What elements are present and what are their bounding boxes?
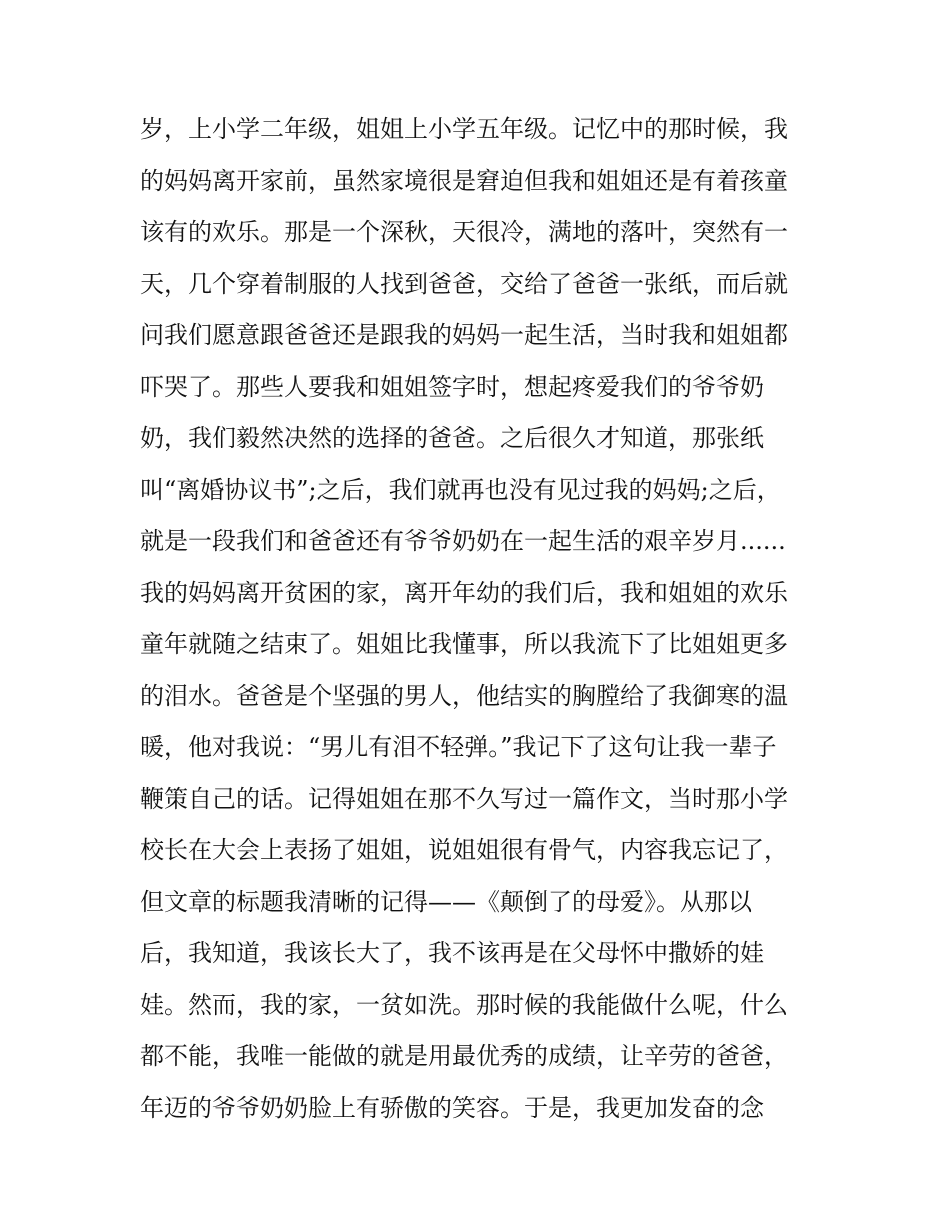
text-line: 岁，上小学二年级，姐姐上小学五年级。记忆中的那时候，我 [140, 115, 788, 143]
text-line: 年迈的爷爷奶奶脸上有骄傲的笑容。于是，我更加发奋的念 [140, 1093, 764, 1122]
body-text [140, 104, 820, 1134]
text-line: 校长在大会上表扬了姐姐，说姐姐很有骨气，内容我忘记了， [140, 836, 788, 864]
text-line: 但文章的标题我清晰的记得——《颠倒了的母爱》。从那以 [140, 887, 752, 916]
text-line: 童年就随之结束了。姐姐比我懂事，所以我流下了比姐姐更多 [140, 630, 788, 658]
text-line: 天，几个穿着制服的人找到爸爸，交给了爸爸一张纸，而后就 [140, 269, 788, 298]
text-line: 吓哭了。那些人要我和姐姐签字时，想起疼爱我们的爷爷奶 [140, 372, 764, 401]
text-line: 问我们愿意跟爸爸还是跟我的妈妈一起生活，当时我和姐姐都 [140, 321, 788, 349]
text-line: 娃。然而，我的家，一贫如洗。那时候的我能做什么呢，什么 [140, 990, 788, 1019]
text-line: 的泪水。爸爸是个坚强的男人，他结实的胸膛给了我御寒的温 [140, 681, 788, 710]
text-line: 我的妈妈离开贫困的家，离开年幼的我们后，我和姐姐的欢乐 [140, 578, 788, 607]
text-line: 该有的欢乐。那是一个深秋，天很冷，满地的落叶，突然有一 [140, 218, 788, 246]
text-line: 的妈妈离开家前，虽然家境很是窘迫但我和姐姐还是有着孩童 [140, 166, 788, 195]
text-line: 奶，我们毅然决然的选择的爸爸。之后很久才知道，那张纸 [140, 424, 764, 452]
text-line: 叫“离婚协议书”;之后，我们就再也没有见过我的妈妈;之后， [140, 475, 781, 504]
text-line: 就是一段我们和爸爸还有爷爷奶奶在一起生活的艰辛岁月...... [140, 527, 786, 555]
text-line: 后，我知道，我该长大了，我不该再是在父母怀中撒娇的娃 [140, 939, 764, 967]
text-line: 鞭策自己的话。记得姐姐在那不久写过一篇作文，当时那小学 [140, 784, 788, 813]
text-line: 暖，他对我说：“男儿有泪不轻弹。”我记下了这句让我一辈子 [140, 733, 777, 761]
text-line: 都不能，我唯一能做的就是用最优秀的成绩，让辛劳的爸爸， [140, 1042, 788, 1070]
